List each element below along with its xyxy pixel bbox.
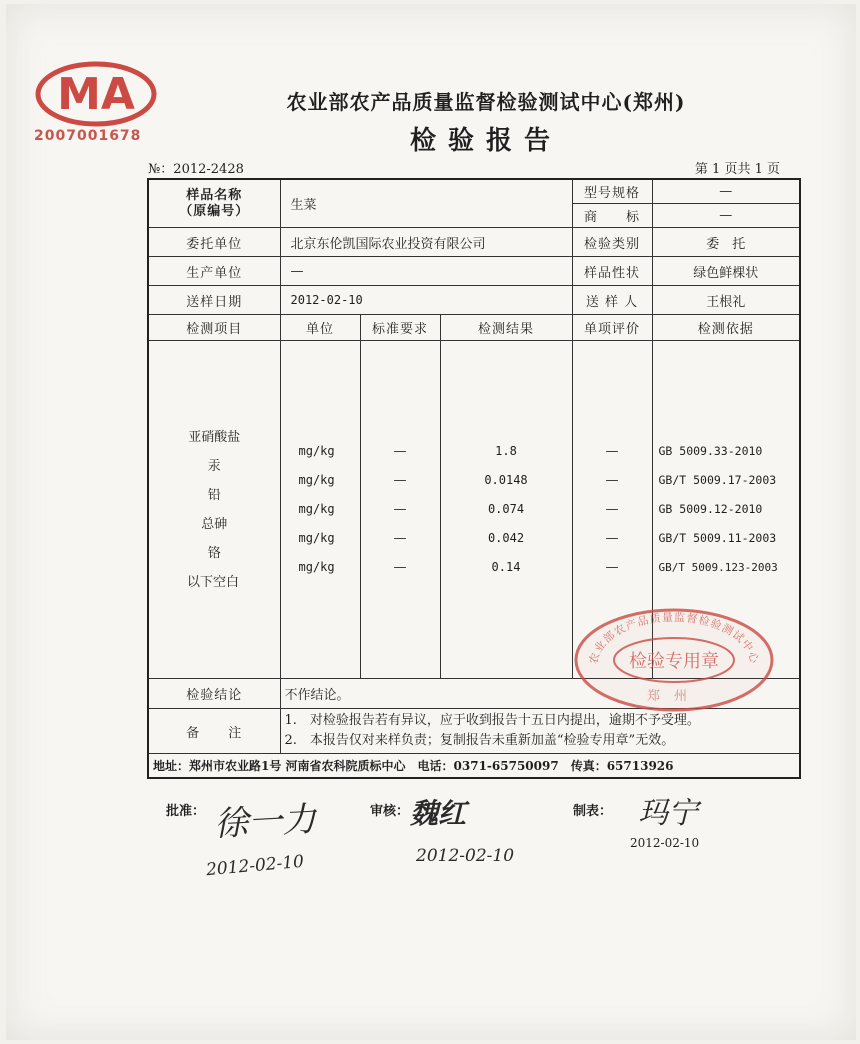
client-value: 北京东伦凯国际农业投资有限公司 [280,228,572,257]
result-unit: mg/kg [298,560,335,574]
result-basis: GB 5009.12-2010 [658,502,763,516]
result-standard: — [393,444,407,459]
seal-city-text: 郑州 [646,689,702,704]
result-standard: — [393,531,407,546]
approve-date: 2012-02-10 [205,851,305,881]
col-header-item: 检测项目 [148,315,280,341]
prepare-label: 制表： [573,804,613,819]
result-value: 1.8 [495,444,517,458]
result-evaluation: — [605,444,619,459]
col-header-result: 检测结果 [440,315,572,341]
result-standard: — [393,502,407,517]
col-header-unit: 单位 [280,315,360,341]
result-unit: mg/kg [298,473,335,487]
prepare-signature: 玛宁 [638,796,698,831]
result-item: 总砷 [201,516,228,532]
result-unit: mg/kg [298,444,335,458]
result-evaluation: — [605,502,619,517]
result-basis: GB/T 5009.123-2003 [658,561,778,574]
result-standard: — [393,473,407,488]
review-signature: 魏红 [410,797,467,830]
result-item: 铅 [207,487,221,503]
result-basis: GB/T 5009.11-2003 [658,531,777,545]
result-item: 汞 [207,458,221,474]
result-item: 铬 [207,545,221,561]
remarks-label: 备 注 [148,709,280,754]
producer-value: — [280,257,572,286]
seal-center-text: 检验专用章 [629,651,719,672]
result-value: 0.042 [487,531,525,545]
col-header-basis: 检测依据 [652,315,800,341]
delivery-date-value: 2012-02-10 [280,286,572,315]
producer-label: 生产单位 [148,257,280,286]
sample-state-value: 绿色鲜棵状 [652,257,800,286]
results-unit-column [280,341,360,679]
blank-note: 以下空白 [187,574,240,590]
inspection-seal [569,604,779,714]
prepare-date: 2012-02-10 [630,836,700,850]
results-value-column [440,341,572,679]
inspection-type-value: 委 托 [652,228,800,257]
ma-logo [34,60,164,130]
model-label: 型号规格 [572,179,652,204]
remarks-value [280,709,800,754]
report-paper [6,4,856,1040]
result-evaluation: — [605,560,619,575]
ma-logo-text: MA [57,69,135,120]
document-title: 检验报告 [409,126,562,156]
seal-ring-text: 农业部农产品质量监督检验测试中心 [586,610,762,666]
result-basis: GB/T 5009.17-2003 [658,473,777,487]
result-value: 0.14 [491,560,521,574]
result-standard: — [393,560,407,575]
sender-label: 送 样 人 [572,286,652,315]
results-standard-column [360,341,440,679]
review-date: 2012-02-10 [416,846,515,866]
result-evaluation: — [605,531,619,546]
remark-line-2: 2. 本报告仅对来样负责；复制报告未重新加盖“检验专用章”无效。 [284,733,675,748]
conclusion-value: 不作结论。 [280,679,800,709]
footer-address: 地址：郑州市农业路1号 河南省农科院质标中心 电话：0371-65750097 传真：65713926 [148,754,800,778]
brand-value: — [652,204,800,228]
remark-line-1: 1. 对检验报告若有异议，应于收到报告十五日内提出，逾期不予受理。 [284,713,700,728]
sender-value: 王根礼 [652,286,800,315]
brand-label: 商 标 [572,204,652,228]
approve-signature: 徐一力 [213,799,318,845]
page-info: 第 1 页共 1 页 [694,162,780,177]
review-label: 审核： [370,804,410,819]
sample-state-label: 样品性状 [572,257,652,286]
result-value: 0.074 [487,502,525,516]
sample-name-label: 样品名称 （原编号） [148,179,280,228]
report-number: №：2012-2428 [148,162,244,177]
conclusion-label: 检验结论 [148,679,280,709]
results-header-row [148,315,800,341]
result-evaluation: — [605,473,619,488]
client-label: 委托单位 [148,228,280,257]
result-item: 亚硝酸盐 [188,429,241,445]
result-basis: GB 5009.33-2010 [658,444,763,458]
inspection-type-label: 检验类别 [572,228,652,257]
approve-label: 批准： [166,804,206,819]
result-value: 0.0148 [484,473,528,487]
sample-name-value: 生菜 [280,179,572,228]
organization-title: 农业部农产品质量监督检验测试中心(郑州) [286,90,686,114]
col-header-evaluation: 单项评价 [572,315,652,341]
delivery-date-label: 送样日期 [148,286,280,315]
result-unit: mg/kg [298,531,335,545]
result-unit: mg/kg [298,502,335,516]
model-value: — [652,179,800,204]
col-header-standard: 标准要求 [360,315,440,341]
ma-certificate-number: 2007001678 [34,128,142,144]
results-item-column [148,341,280,679]
